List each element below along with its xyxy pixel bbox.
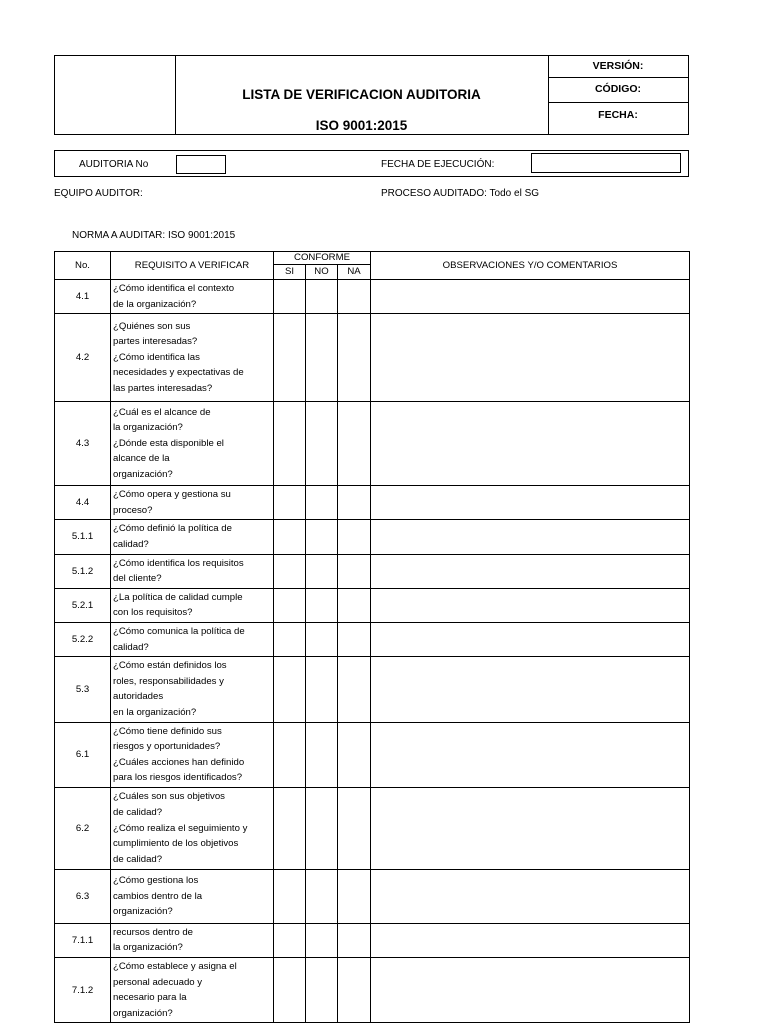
na-cell[interactable] xyxy=(338,657,371,722)
question-line: ¿Cómo definió la política de xyxy=(113,523,232,535)
question-line: ¿Cómo identifica las xyxy=(113,351,200,363)
question-line: necesidades y expectativas de xyxy=(113,367,244,379)
observations-cell[interactable] xyxy=(371,486,690,520)
no-cell[interactable] xyxy=(306,722,338,787)
col-si-header: SI xyxy=(274,265,306,280)
na-cell[interactable] xyxy=(338,787,371,869)
si-cell[interactable] xyxy=(274,722,306,787)
si-cell[interactable] xyxy=(274,314,306,402)
checklist-row xyxy=(55,722,690,787)
requirement-number: 4.4 xyxy=(55,486,111,520)
requirement-number: 7.1.1 xyxy=(55,923,111,957)
question-line: del cliente? xyxy=(113,573,162,585)
requirement-number: 4.1 xyxy=(55,280,111,314)
requirement-question xyxy=(111,787,274,869)
question-line: ¿La política de calidad cumple xyxy=(113,591,243,603)
question-line: con los requisitos? xyxy=(113,607,193,619)
observations-cell[interactable] xyxy=(371,958,690,1023)
si-cell[interactable] xyxy=(274,923,306,957)
observations-cell[interactable] xyxy=(371,520,690,554)
question-line: ¿Cómo están definidos los xyxy=(113,660,227,672)
col-no-header: NO xyxy=(306,265,338,280)
version-label: VERSIÓN: xyxy=(548,56,688,78)
requirement-question xyxy=(111,622,274,656)
norm-label: NORMA A AUDITAR: ISO 9001:2015 xyxy=(72,230,236,240)
si-cell[interactable] xyxy=(274,520,306,554)
requirement-question xyxy=(111,402,274,486)
question-line: cambios dentro de la xyxy=(113,890,203,902)
requirement-question xyxy=(111,314,274,402)
col-requirement-header: REQUISITO A VERIFICAR xyxy=(111,252,274,280)
si-cell[interactable] xyxy=(274,622,306,656)
requirement-question xyxy=(111,869,274,923)
si-cell[interactable] xyxy=(274,869,306,923)
audit-number-field[interactable] xyxy=(176,155,226,174)
document-title: LISTA DE VERIFICACION AUDITORIA xyxy=(242,87,481,102)
question-line: la organización? xyxy=(113,942,183,954)
na-cell[interactable] xyxy=(338,280,371,314)
na-cell[interactable] xyxy=(338,923,371,957)
no-cell[interactable] xyxy=(306,958,338,1023)
code-label: CÓDIGO: xyxy=(548,77,688,103)
observations-cell[interactable] xyxy=(371,280,690,314)
question-line: calidad? xyxy=(113,538,149,550)
requirement-number: 6.2 xyxy=(55,787,111,869)
requirement-question xyxy=(111,722,274,787)
requirement-number: 5.1.2 xyxy=(55,554,111,588)
execution-date-label: FECHA DE EJECUCIÓN: xyxy=(381,159,495,170)
audited-process-label: PROCESO AUDITADO: Todo el SG xyxy=(381,188,540,199)
question-line: cumplimiento de los objetivos xyxy=(113,838,239,850)
question-line: roles, responsabilidades y xyxy=(113,675,224,687)
checklist-row xyxy=(55,520,690,554)
requirement-question xyxy=(111,923,274,957)
requirement-number: 5.3 xyxy=(55,657,111,722)
document-header xyxy=(54,55,689,135)
checklist-row xyxy=(55,314,690,402)
question-line: ¿Quiénes son sus xyxy=(113,320,191,332)
no-cell[interactable] xyxy=(306,622,338,656)
checklist-row xyxy=(55,622,690,656)
question-line: en la organización? xyxy=(113,706,197,718)
question-line: organización? xyxy=(113,1007,173,1019)
na-cell[interactable] xyxy=(338,869,371,923)
si-cell[interactable] xyxy=(274,787,306,869)
requirement-question xyxy=(111,588,274,622)
question-line: para los riesgos identificados? xyxy=(113,772,243,784)
question-line: ¿Cómo establece y asigna el xyxy=(113,961,237,973)
si-cell[interactable] xyxy=(274,554,306,588)
requirement-number: 6.3 xyxy=(55,869,111,923)
si-cell[interactable] xyxy=(274,657,306,722)
logo-placeholder xyxy=(55,56,176,134)
requirement-number: 4.2 xyxy=(55,314,111,402)
no-cell[interactable] xyxy=(306,787,338,869)
checklist-row xyxy=(55,958,690,1023)
audit-number-label: AUDITORIA No xyxy=(79,159,149,170)
question-line: organización? xyxy=(113,469,173,481)
requirement-question xyxy=(111,486,274,520)
no-cell[interactable] xyxy=(306,520,338,554)
requirement-question xyxy=(111,280,274,314)
si-cell[interactable] xyxy=(274,958,306,1023)
question-line: ¿Cuáles acciones han definido xyxy=(113,756,245,768)
checklist-row xyxy=(55,486,690,520)
question-line: ¿Cómo comunica la política de xyxy=(113,625,245,637)
question-line: riesgos y oportunidades? xyxy=(113,741,221,753)
question-line: ¿Cómo opera y gestiona su xyxy=(113,489,231,501)
observations-cell[interactable] xyxy=(371,869,690,923)
no-cell[interactable] xyxy=(306,657,338,722)
na-cell[interactable] xyxy=(338,588,371,622)
si-cell[interactable] xyxy=(274,280,306,314)
na-cell[interactable] xyxy=(338,958,371,1023)
requirement-question xyxy=(111,520,274,554)
checklist-row xyxy=(55,402,690,486)
question-line: organización? xyxy=(113,906,173,918)
question-line: ¿Cuál es el alcance de xyxy=(113,406,211,418)
question-line: la organización? xyxy=(113,422,183,434)
si-cell[interactable] xyxy=(274,486,306,520)
checklist-row xyxy=(55,869,690,923)
question-line: proceso? xyxy=(113,504,153,516)
document-standard: ISO 9001:2015 xyxy=(315,118,408,133)
question-line: de la organización? xyxy=(113,298,197,310)
no-cell[interactable] xyxy=(306,554,338,588)
na-cell[interactable] xyxy=(338,554,371,588)
checklist-body xyxy=(55,280,690,1023)
title-area xyxy=(175,56,549,134)
si-cell[interactable] xyxy=(274,402,306,486)
question-line: ¿Cómo identifica los requisitos xyxy=(113,557,244,569)
requirement-question xyxy=(111,958,274,1023)
no-cell[interactable] xyxy=(306,402,338,486)
requirement-number: 6.1 xyxy=(55,722,111,787)
question-line: de calidad? xyxy=(113,806,163,818)
checklist-row xyxy=(55,657,690,722)
col-na-header: NA xyxy=(338,265,371,280)
question-line: recursos dentro de xyxy=(113,926,193,938)
question-line: calidad? xyxy=(113,641,149,653)
observations-cell[interactable] xyxy=(371,787,690,869)
na-cell[interactable] xyxy=(338,314,371,402)
question-line: ¿Cómo tiene definido sus xyxy=(113,725,222,737)
si-cell[interactable] xyxy=(274,588,306,622)
no-cell[interactable] xyxy=(306,314,338,402)
no-cell[interactable] xyxy=(306,486,338,520)
no-cell[interactable] xyxy=(306,280,338,314)
question-line: de calidad? xyxy=(113,853,163,865)
observations-cell[interactable] xyxy=(371,722,690,787)
observations-cell[interactable] xyxy=(371,402,690,486)
requirement-number: 5.1.1 xyxy=(55,520,111,554)
observations-cell[interactable] xyxy=(371,622,690,656)
observations-cell[interactable] xyxy=(371,923,690,957)
na-cell[interactable] xyxy=(338,402,371,486)
question-line: ¿Cuáles son sus objetivos xyxy=(113,791,225,803)
requirement-number: 5.2.1 xyxy=(55,588,111,622)
audit-info-bar xyxy=(54,150,689,177)
na-cell[interactable] xyxy=(338,486,371,520)
requirement-question xyxy=(111,554,274,588)
observations-cell[interactable] xyxy=(371,588,690,622)
question-line: autoridades xyxy=(113,691,164,703)
observations-cell[interactable] xyxy=(371,657,690,722)
question-line: necesario para la xyxy=(113,992,187,1004)
question-line: ¿Dónde esta disponible el xyxy=(113,437,224,449)
question-line: las partes interesadas? xyxy=(113,383,213,395)
na-cell[interactable] xyxy=(338,722,371,787)
col-observations-header: OBSERVACIONES Y/O COMENTARIOS xyxy=(371,252,690,280)
date-label: FECHA: xyxy=(598,109,638,121)
requirement-number: 5.2.2 xyxy=(55,622,111,656)
question-line: partes interesadas? xyxy=(113,336,198,348)
checklist-row xyxy=(55,787,690,869)
checklist-row xyxy=(55,280,690,314)
checklist-row xyxy=(55,588,690,622)
question-line: ¿Cómo realiza el seguimiento y xyxy=(113,822,248,834)
requirement-number: 7.1.2 xyxy=(55,958,111,1023)
question-line: alcance de la xyxy=(113,453,170,465)
col-conform-header: CONFORME xyxy=(274,252,371,265)
control-fields xyxy=(548,56,688,134)
observations-cell[interactable] xyxy=(371,314,690,402)
question-line: ¿Cómo identifica el contexto xyxy=(113,283,235,294)
na-cell[interactable] xyxy=(338,520,371,554)
observations-cell[interactable] xyxy=(371,554,690,588)
no-cell[interactable] xyxy=(306,588,338,622)
no-cell[interactable] xyxy=(306,869,338,923)
col-number-header: No. xyxy=(55,252,111,280)
requirement-number: 4.3 xyxy=(55,402,111,486)
no-cell[interactable] xyxy=(306,923,338,957)
checklist-row xyxy=(55,923,690,957)
execution-date-field[interactable] xyxy=(531,153,681,173)
question-line: personal adecuado y xyxy=(113,976,203,988)
checklist-table xyxy=(54,251,690,1023)
audit-team-label: EQUIPO AUDITOR: xyxy=(54,188,143,199)
checklist-row xyxy=(55,554,690,588)
question-line: ¿Cómo gestiona los xyxy=(113,874,199,886)
requirement-question xyxy=(111,657,274,722)
na-cell[interactable] xyxy=(338,622,371,656)
